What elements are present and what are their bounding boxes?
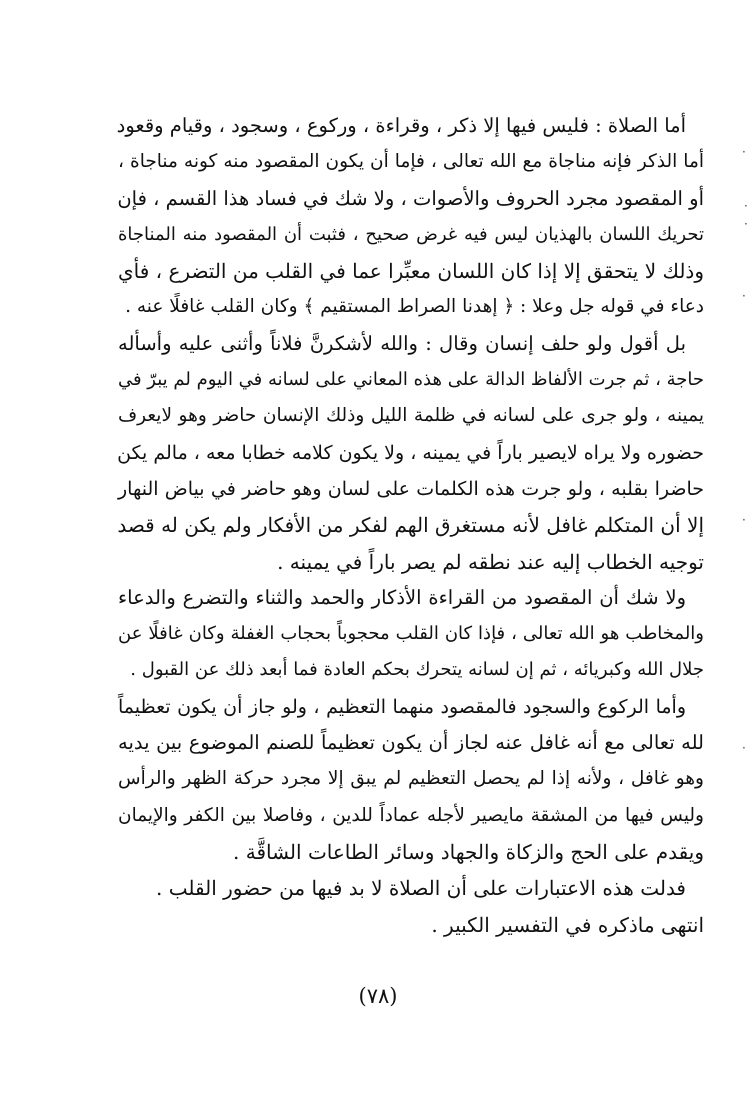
text-line: يمينه ، ولو جرى على لسانه في ظلمة الليل وذلك الإنسان حاضر وهو لايعرف [118,405,704,427]
text-line: أو المقصود مجرد الحروف والأصوات ، ولا شك في فساد هذا القسم ، فإن [117,186,704,210]
body-text [118,108,704,943]
text-line: ولا شك أن المقصود من القراءة الأذكار والحمد والثناء والتضرع والدعاء [118,585,686,609]
scan-mark: · [744,199,748,213]
text-line: انتهى ماذكره في التفسير الكبير . [431,912,704,937]
text-line: حاجة ، ثم جرت الألفاظ الدالة على هذه المعاني على لسانه في اليوم لم يبرّ في [117,369,704,391]
text-line: ويقدم على الحج والزكاة والجهاد وسائر الطاعات الشاقَّة . [233,839,704,864]
text-line: جلال الله وكبريائه ، ثم إن لسانه يتحرك بحكم العادة فما أبعد ذلك عن القبول . [130,659,704,681]
text-line: توجيه الخطاب إليه عند نطقه لم يصر باراً في يمينه . [277,549,704,574]
text-line: حاضرا بقلبه ، ولو جرت هذه الكلمات على لسان وهو حاضر في بياض النهار [118,477,704,500]
text-line: لله تعالى مع أنه غافل عنه لجاز أن يكون تعظيماً للصنم الموضوع بين يديه [118,731,704,755]
text-line: وذلك لا يتحقق إلا إذا كان اللسان معبِّرا عما في القلب من التضرع ، فأي [118,259,704,284]
text-line: أما الصلاة : فليس فيها إلا ذكر ، وقراءة ، وركوع ، وسجود ، وقيام وقعود [116,114,686,137]
scan-mark: · [742,741,746,755]
scan-mark: · [744,217,748,231]
text-line: تحريك اللسان بالهذيان ليس فيه غرض صحيح ، فثبت أن المقصود منه المناجاة [118,223,704,245]
text-line: والمخاطب هو الله تعالى ، فإذا كان القلب محجوباً بحجاب الغفلة وكان غافلًا عن [118,623,704,645]
text-line: دعاء في قوله جل وعلا : ﴿ إهدنا الصراط المستقيم ﴾ وكان القلب غافلًا عنه . [125,296,704,318]
text-line: إلا أن المتكلم غافل لأنه مستغرق الهم لفكر من الأفكار ولم يكن له قصد [117,513,704,538]
scan-mark: · [742,289,746,303]
text-line: وهو غافل ، ولأنه إذا لم يحصل التعظيم لم يبق إلا مجرد حركة الظهر والرأس [118,768,704,790]
text-line: حضوره ولا يراه لايصير باراً في يمينه ، ولا يكون كلامه خطابا معه ، مالم يكن [117,441,704,464]
scan-mark: · [742,145,746,159]
text-line: بل أقول ولو حلف إنسان وقال : والله لأشكرنَّ فلاناً وأثنى عليه وأسأله [118,331,686,355]
text-line: فدلت هذه الاعتبارات على أن الصلاة لا بد فيها من حضور القلب . [156,876,686,901]
text-line: وأما الركوع والسجود فالمقصود منهما التعظيم ، ولو جاز أن يكون تعظيماً [118,695,686,718]
text-line: أما الذكر فإنه مناجاة مع الله تعالى ، فإما أن يكون المقصود منه كونه مناجاة ، [118,151,704,173]
page-number: (٧٨) [358,984,398,1008]
scan-mark: · [742,513,746,527]
text-line: وليس فيها من المشقة مايصير لأجله عماداً للدين ، وفاصلا بين الكفر والإيمان [118,804,704,826]
